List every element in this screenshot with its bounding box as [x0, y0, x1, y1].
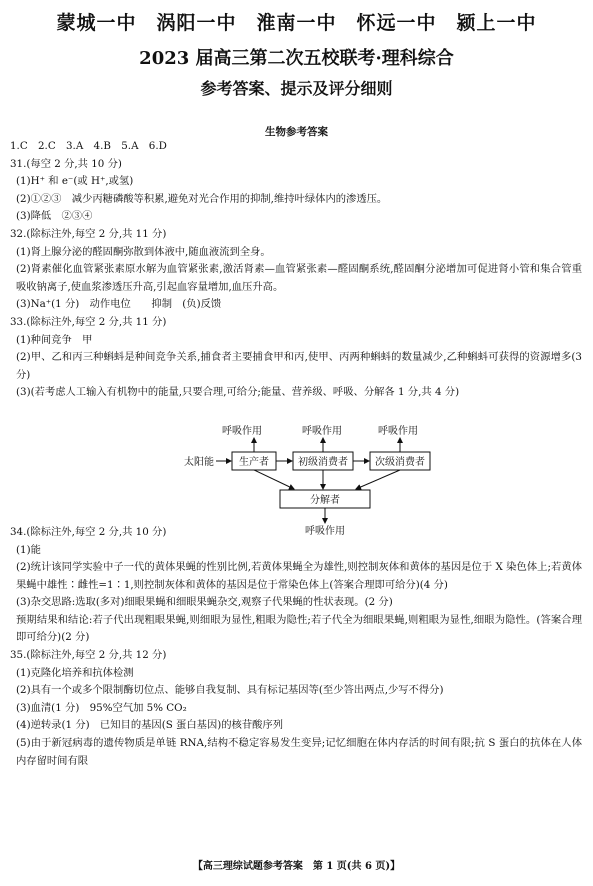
- q31-part3: (3)降低 ②③④: [16, 210, 93, 223]
- respiration-label-1: 呼吸作用: [222, 426, 262, 437]
- sun-energy-label: 太阳能: [184, 457, 214, 468]
- q33-part3: (3)(若考虑人工输入有机物中的能量,只要合理,可给分;能量、营养级、呼吸、分解各 1 分,共 4 分): [16, 386, 460, 399]
- q32-part2: (2)肾素催化血管紧张素原水解为血管紧张素,激活肾素—血管紧张素—醛固酮系统,醛固酮分泌增加可促进肾小管和集合管重吸收钠离子,使血浆渗透压升高,引起血容量增加,血压升高。: [16, 263, 582, 293]
- q34-heading: 34.(除标注外,每空 2 分,共 10 分): [10, 525, 167, 538]
- page-footer: 【高三理综试题参考答案 第 1 页(共 6 页)】: [192, 861, 401, 872]
- primary-consumer-label: 初级消费者: [298, 457, 348, 468]
- q33-part1: (1)种间竞争 甲: [16, 333, 93, 346]
- respiration-label-2: 呼吸作用: [302, 426, 342, 437]
- q35-part3: (3)血清(1 分) 95%空气加 5% CO₂: [16, 701, 187, 714]
- q34-part2: (2)统计该同学实验中子一代的黄体果蝇的性别比例,若黄体果蝇全为雄性,则控制灰体和黄体的基因是位于 X 染色体上;若黄体果蝇中雄性∶雌性=1∶1,则控制灰体和黄体的基因是位于常染色体上(答案合理即可给分)(4 分): [16, 561, 582, 591]
- q35-part5: (5)由于新冠病毒的遗传物质是单链 RNA,结构不稳定容易发生变异;记忆细胞在体内存活的时间有限;抗 S 蛋白的抗体在人体内存留时间有限: [16, 737, 582, 767]
- arrow-producer-to-decomposer: [254, 470, 294, 489]
- q35-part2: (2)具有一个或多个限制酶切位点、能够自我复制、具有标记基因等(至少答出两点,少写不得分): [16, 684, 444, 697]
- q33-heading: 33.(除标注外,每空 2 分,共 11 分): [10, 315, 167, 328]
- q35-part4: (4)逆转录(1 分) 已知目的基因(S 蛋白基因)的核苷酸序列: [16, 719, 284, 732]
- q35-part1: (1)克隆化培养和抗体检测: [16, 666, 134, 679]
- q34-part4: 预期结果和结论:若子代出现粗眼果蝇,则细眼为显性,粗眼为隐性;若子代全为细眼果蝇,则粗眼为显性,细眼为隐性。(答案合理即可给分)(2 分): [16, 613, 582, 644]
- biology-heading: 生物参考答案: [265, 126, 328, 138]
- arrow-secondary-to-decomposer: [356, 470, 400, 489]
- q34-part1: (1)能: [16, 543, 41, 556]
- exam-title: 2023 届高三第二次五校联考·理科综合: [139, 48, 454, 69]
- q31-part1: (1)H⁺ 和 e⁻(或 H⁺,或氢): [16, 175, 134, 188]
- school-names: 蒙城一中 涡阳一中 淮南一中 怀远一中 颍上一中: [56, 12, 537, 34]
- sub-title: 参考答案、提示及评分细则: [200, 79, 393, 98]
- q32-part1: (1)肾上腺分泌的醛固酮弥散到体液中,随血液流到全身。: [16, 245, 271, 258]
- secondary-consumer-label: 次级消费者: [375, 457, 425, 468]
- q32-part3: (3)Na⁺(1 分) 动作电位 抑制 (负)反馈: [16, 298, 222, 311]
- q35-heading: 35.(除标注外,每空 2 分,共 12 分): [10, 649, 167, 662]
- respiration-label-3: 呼吸作用: [378, 426, 418, 437]
- q33-part2: (2)甲、乙和丙三种蝌蚪是种间竞争关系,捕食者主要捕食甲和丙,使甲、丙两种蝌蚪的数量减少,乙种蝌蚪可获得的资源增多(3 分): [16, 351, 582, 381]
- producer-label: 生产者: [239, 457, 269, 468]
- q31-part2: (2)①②③ 减少丙糖磷酸等积累,避免对光合作用的抑制,维持叶绿体内的渗透压。: [16, 192, 388, 205]
- decomposer-label: 分解者: [310, 495, 340, 506]
- q32-heading: 32.(除标注外,每空 2 分,共 11 分): [10, 227, 167, 240]
- q34-part3: (3)杂交思路:选取(多对)细眼果蝇和细眼果蝇杂交,观察子代果蝇的性状表现。(2 分): [16, 596, 393, 609]
- mc-answers: 1.C 2.C 3.A 4.B 5.A 6.D: [10, 140, 167, 152]
- q31-heading: 31.(每空 2 分,共 10 分): [10, 157, 122, 170]
- energy-flow-diagram: [184, 424, 444, 539]
- respiration-label-4: 呼吸作用: [305, 526, 345, 537]
